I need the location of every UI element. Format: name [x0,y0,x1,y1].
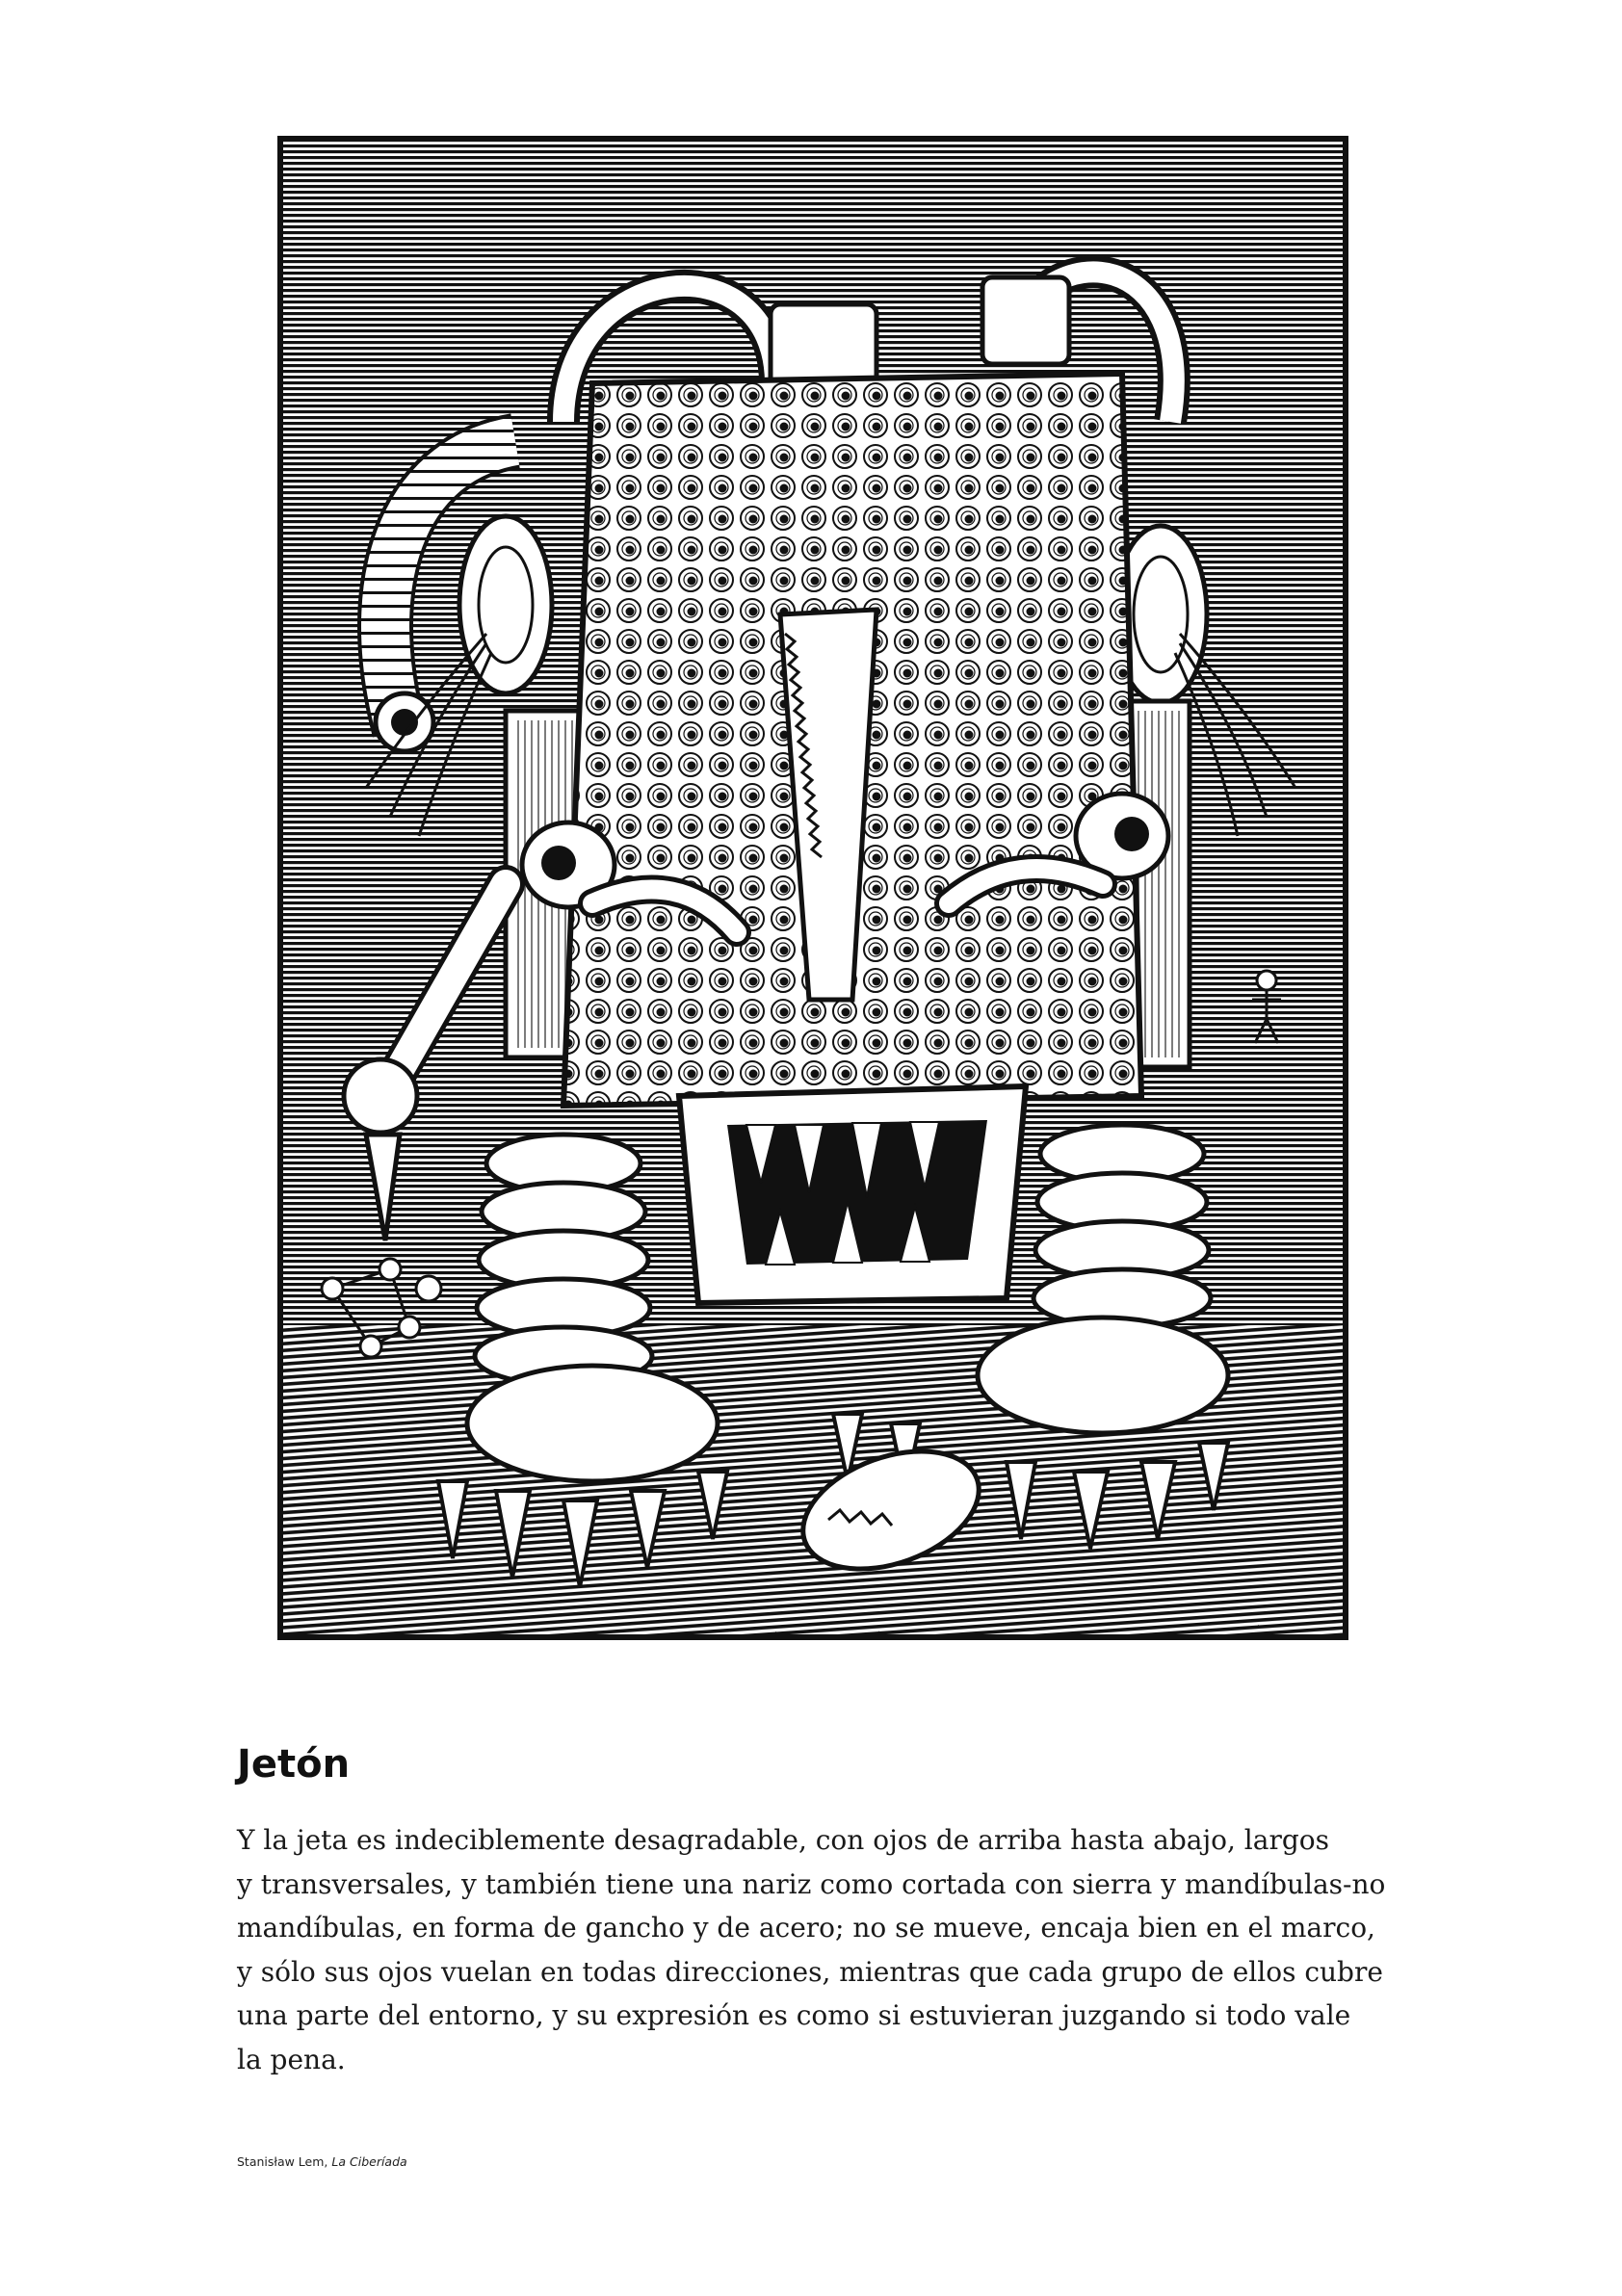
credit [237,2154,407,2170]
credit-author: Stanisław Lem, [237,2154,328,2169]
body-line: mandíbulas, en forma de gancho y de acero; no se mueve, encaja bien en el marco, [237,1912,1375,1944]
robot-creature-illustration-icon [275,133,1351,1643]
body-line: una parte del entorno, y su expresión es como si estuvieran juzgando si todo vale [237,1999,1351,2031]
body-line: y sólo sus ojos vuelan en todas direcciones, mientras que cada grupo de ellos cubre [237,1955,1383,1988]
credit-work-title: La Ciberíada [331,2154,407,2169]
body-paragraph [237,1818,1431,2081]
body-line: y transversales, y también tiene una nariz como cortada con sierra y mandíbulas-no [237,1867,1386,1900]
body-line: Y la jeta es indeciblemente desagradable, con ojos de arriba hasta abajo, largos [237,1824,1329,1856]
page-title: Jetón [237,1742,351,1787]
body-line: la pena. [237,2043,346,2075]
